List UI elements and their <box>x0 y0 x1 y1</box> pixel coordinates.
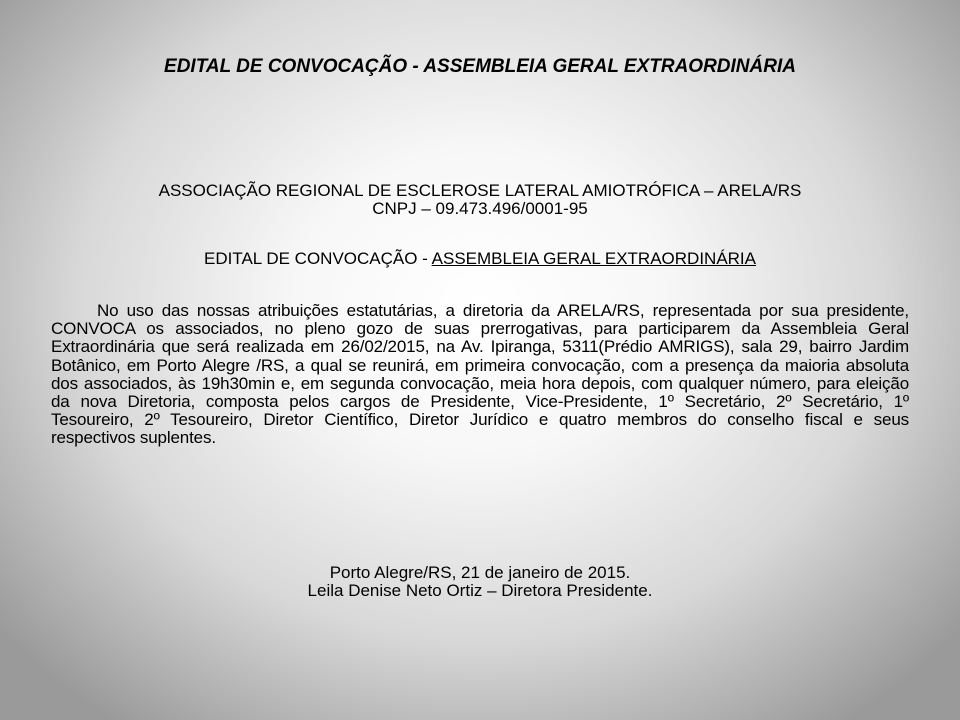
signature-line: Leila Denise Neto Ortiz – Diretora Presidente. <box>307 581 653 600</box>
edital-heading-prefix: EDITAL DE CONVOCAÇÃO - <box>203 249 432 268</box>
edital-heading-underlined: ASSEMBLEIA GERAL EXTRAORDINÁRIA <box>431 249 756 268</box>
cnpj-line: CNPJ – 09.473.496/0001-95 <box>372 199 588 218</box>
place-and-date: Porto Alegre/RS, 21 de janeiro de 2015. <box>329 563 631 582</box>
slide-title: EDITAL DE CONVOCAÇÃO - ASSEMBLEIA GERAL EXTRAORDINÁRIA <box>164 56 796 77</box>
convocation-paragraph: No uso das nossas atribuições estatutárias, a diretoria da ARELA/RS, representada por sua presidente, CONVOCA os associados, no pleno gozo de suas prerrogativas, para participarem da Assembleia Geral Extraordinária que será realizada em 26/02/2015, na Av. Ipiranga, 5311(Prédio AMRIGS), sala 29, bairro Jardim Botânico, em Porto Alegre /RS, a qual se reunirá, em primeira convocação, com a presença da maioria absoluta dos associados, às 19h30min e, em segunda convocação, meia hora depois, com qualquer número, para eleição da nova Diretoria, composta pelos cargos de Presidente, Vice-Presidente, 1º Secretário, 2º Secretário, 1º Tesoureiro, 2º Tesoureiro, Diretor Científico, Diretor Jurídico e quatro membros do conselho fiscal e seus respectivos suplentes. <box>51 301 909 448</box>
organization-name: ASSOCIAÇÃO REGIONAL DE ESCLEROSE LATERAL AMIOTRÓFICA – ARELA/RS <box>158 181 802 200</box>
edital-heading <box>0 249 960 268</box>
